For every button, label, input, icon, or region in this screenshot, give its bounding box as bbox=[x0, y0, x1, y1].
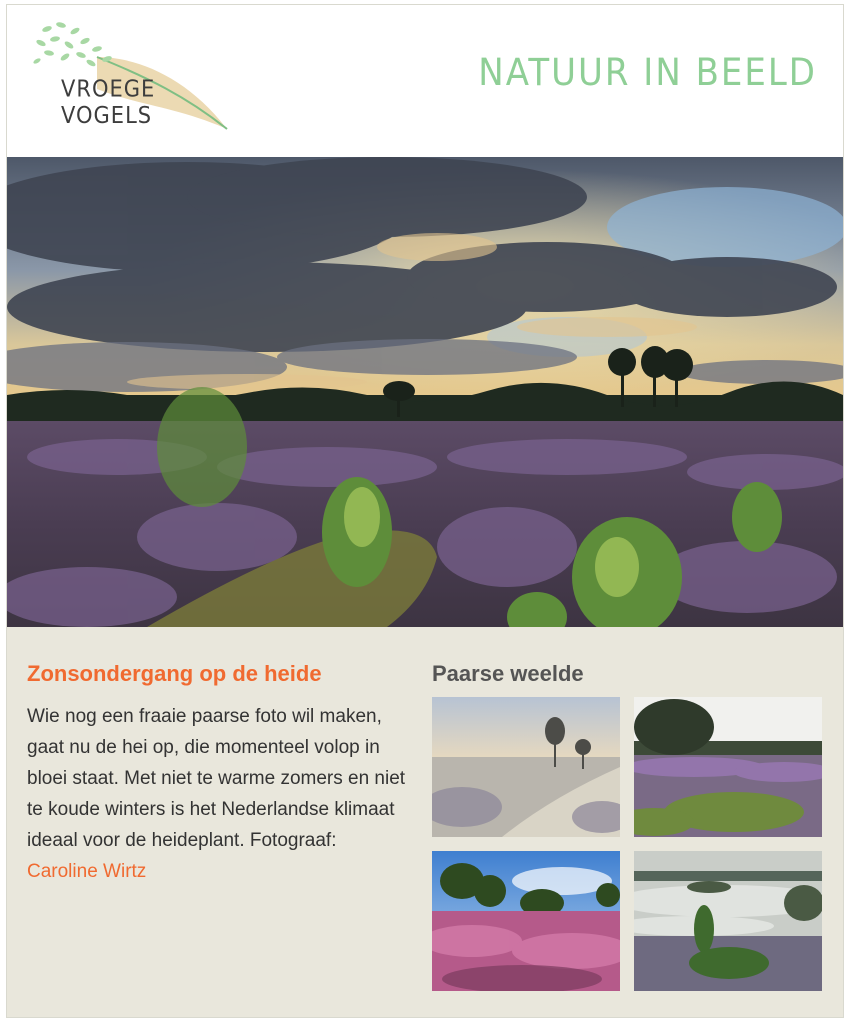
gallery-photo-3[interactable] bbox=[432, 851, 620, 991]
content-panel bbox=[7, 627, 843, 1017]
article-title[interactable]: Zonsondergang op de heide bbox=[27, 661, 322, 686]
misty-path-icon bbox=[432, 697, 620, 837]
photographer-link[interactable]: Caroline Wirtz bbox=[27, 861, 147, 882]
heathland-sunset-icon bbox=[7, 157, 843, 627]
gallery-photo-4[interactable] bbox=[634, 851, 822, 991]
misty-valley-icon bbox=[634, 851, 822, 991]
gallery-photo-2[interactable] bbox=[634, 697, 822, 837]
tagline: NATUUR IN BEELD bbox=[478, 51, 817, 95]
pink-heather-trees-icon bbox=[432, 851, 620, 991]
gallery-title: Paarse weelde bbox=[432, 661, 584, 686]
hero-image[interactable] bbox=[7, 157, 843, 627]
article-body bbox=[27, 701, 407, 887]
heather-field-icon bbox=[634, 697, 822, 837]
gallery-photo-1[interactable] bbox=[432, 697, 620, 837]
newsletter-frame bbox=[6, 4, 844, 1018]
vroege-vogels-logo[interactable] bbox=[27, 17, 237, 135]
article-text: Wie nog een fraaie paarse foto wil maken, gaat nu de hei op, die momenteel volop in bloei staat. Met niet te warme zomers en niet te koude winters is het Nederlandse klimaat ideaal voor de heideplant. Fotograaf: bbox=[27, 706, 406, 851]
logo-text: VROEGE VOGELS bbox=[61, 75, 156, 129]
header bbox=[7, 5, 843, 157]
